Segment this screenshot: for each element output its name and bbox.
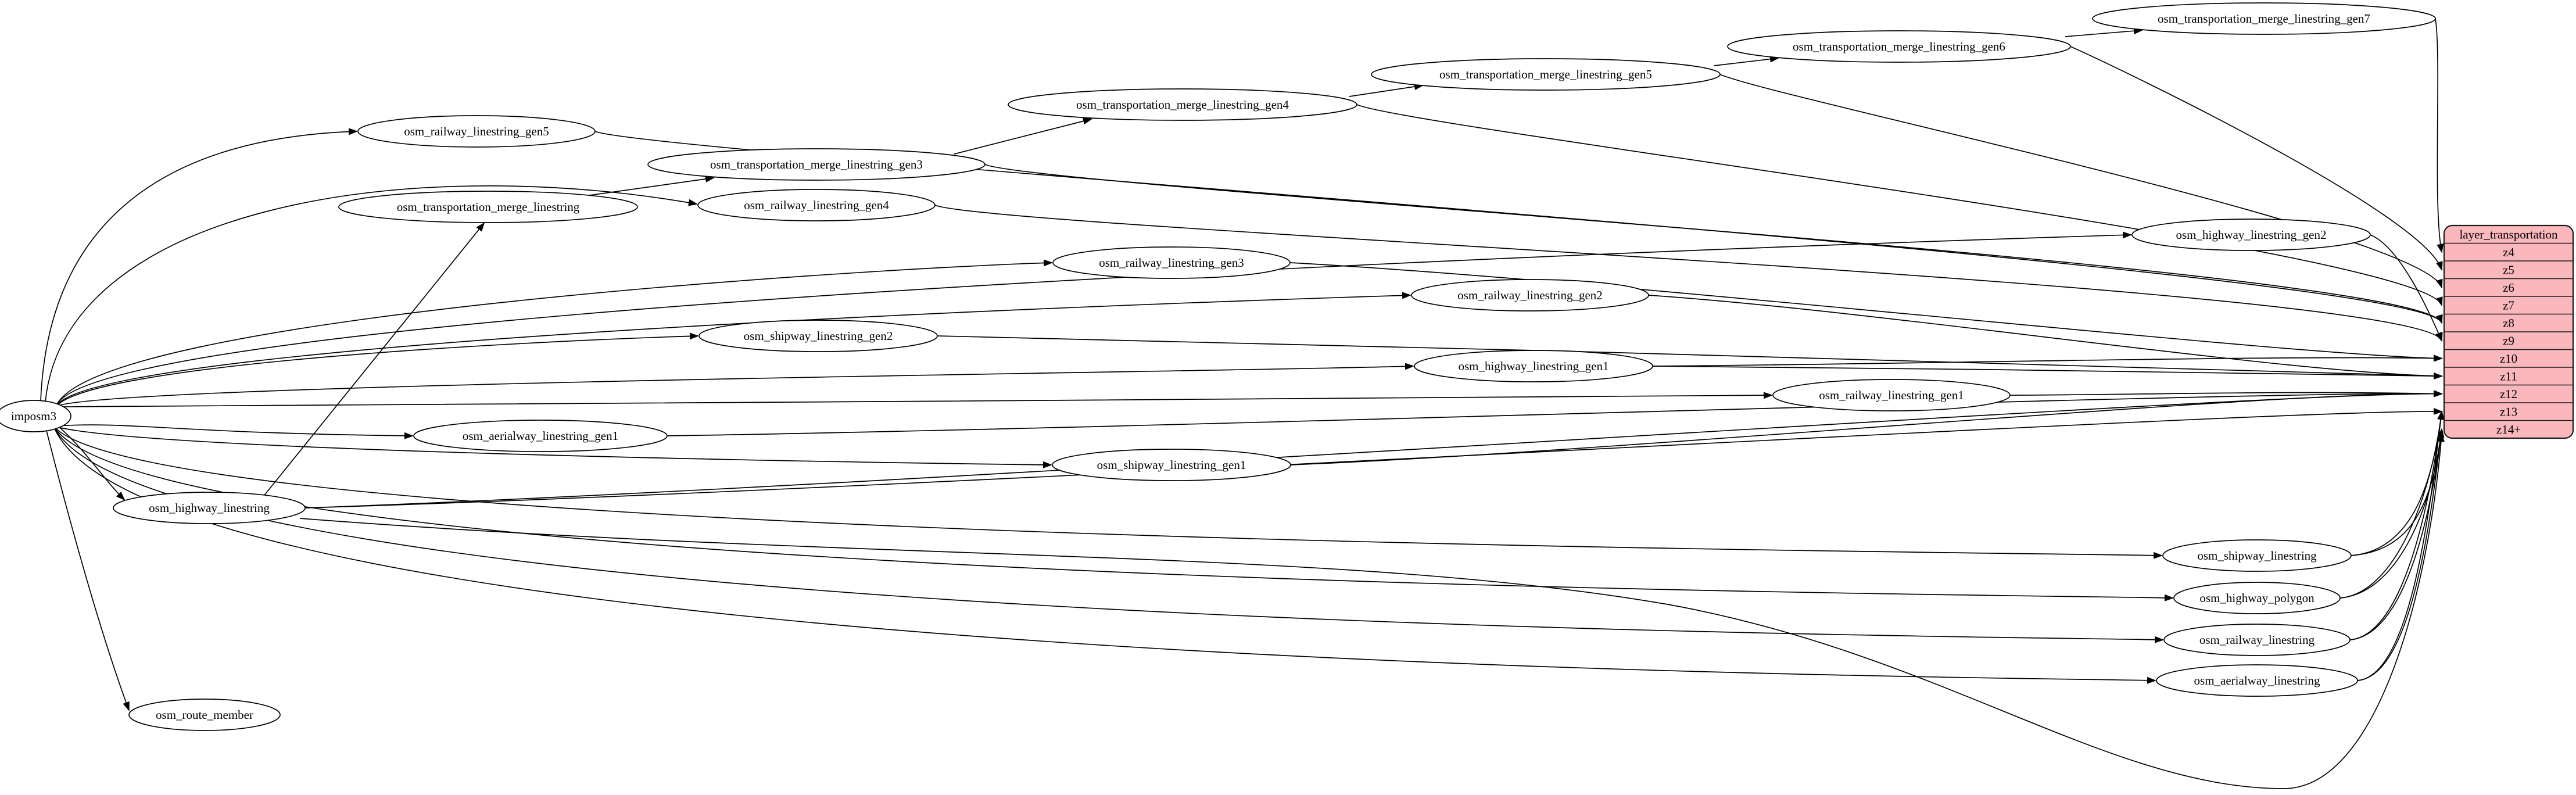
node-osm_shipway_linestring_gen1: [1052, 449, 1291, 481]
edge-osm_railway_linestring_gen2-to-layer_transportation-z11: [1649, 295, 2442, 376]
layer-table: [2444, 225, 2573, 438]
node-osm_transportation_merge_linestring_gen4: [1008, 89, 1357, 120]
edge-osm_transportation_merge_linestring_gen5-to-layer_transportation-z6: [1720, 74, 2442, 288]
table-row-z13: z13: [2499, 404, 2518, 419]
node-label-osm_highway_polygon: osm_highway_polygon: [2199, 591, 2315, 605]
node-label-osm_highway_linestring: osm_highway_linestring: [149, 501, 270, 515]
node-label-osm_highway_linestring_gen2: osm_highway_linestring_gen2: [2176, 228, 2327, 242]
node-osm_transportation_merge_linestring_gen5: [1371, 59, 1720, 90]
edge-osm_railway_linestring-to-layer_transportation-z14+: [2350, 429, 2442, 640]
node-osm_railway_linestring: [2164, 624, 2350, 656]
edge-imposm3-to-osm_highway_linestring_gen1: [56, 366, 1413, 407]
node-osm_railway_linestring_gen5: [358, 116, 595, 147]
table-row-z4: z4: [2503, 245, 2514, 259]
node-label-osm_transportation_merge_linestring_gen4: osm_transportation_merge_linestring_gen4: [1076, 98, 1289, 112]
table-row-z11: z11: [2500, 369, 2517, 384]
edge-imposm3-to-osm_route_member: [46, 431, 129, 710]
node-osm_highway_polygon: [2174, 582, 2340, 614]
edge-imposm3-to-osm_shipway_linestring: [53, 426, 2162, 556]
node-label-osm_railway_linestring_gen1: osm_railway_linestring_gen1: [1819, 388, 1964, 402]
node-osm_shipway_linestring_gen2: [699, 320, 937, 352]
node-osm_highway_linestring: [113, 492, 305, 524]
node-osm_railway_linestring_gen2: [1411, 280, 1649, 311]
node-osm_aerialway_linestring_gen1: [414, 420, 667, 452]
edge-osm_highway_linestring-to-layer_transportation-z14+: [300, 434, 2442, 789]
node-label-osm_railway_linestring_gen3: osm_railway_linestring_gen3: [1099, 256, 1244, 270]
node-label-osm_shipway_linestring: osm_shipway_linestring: [2197, 549, 2317, 563]
node-label-osm_railway_linestring: osm_railway_linestring: [2199, 633, 2315, 647]
node-label-osm_aerialway_linestring_gen1: osm_aerialway_linestring_gen1: [462, 429, 619, 443]
table-row-z8: z8: [2503, 316, 2514, 330]
edge-osm_aerialway_linestring-to-layer_transportation-z14+: [2358, 429, 2442, 681]
node-osm_railway_linestring_gen3: [1053, 247, 1290, 278]
node-osm_highway_linestring_gen2: [2132, 219, 2370, 250]
edge-osm_aerialway_linestring-to-layer_transportation-z13: [2358, 411, 2442, 681]
edge-osm_highway_linestring-to-layer_transportation-z12: [305, 394, 2442, 508]
edge-osm_aerialway_linestring_gen1-to-layer_transportation-z12: [667, 393, 2442, 436]
node-label-imposm3: imposm3: [10, 409, 57, 423]
table-row-z10: z10: [2499, 351, 2518, 366]
node-osm_transportation_merge_linestring_gen6: [1728, 31, 2070, 62]
node-osm_transportation_merge_linestring: [339, 191, 637, 223]
edge-osm_transportation_merge_linestring_gen3-to-osm_transportation_merge_linestring_gen4: [954, 119, 1091, 154]
table-row-z7: z7: [2503, 298, 2514, 313]
node-osm_transportation_merge_linestring_gen3: [648, 149, 985, 180]
table-row-z6: z6: [2503, 280, 2514, 295]
node-label-osm_route_member: osm_route_member: [156, 708, 253, 722]
node-osm_railway_linestring_gen1: [1773, 379, 2010, 411]
table-row-z5: z5: [2503, 263, 2514, 277]
node-label-osm_transportation_merge_linestring_gen5: osm_transportation_merge_linestring_gen5: [1439, 67, 1652, 81]
node-label-osm_transportation_merge_linestring_gen6: osm_transportation_merge_linestring_gen6: [1793, 40, 2005, 53]
node-imposm3: [0, 400, 71, 432]
node-label-osm_railway_linestring_gen4: osm_railway_linestring_gen4: [744, 198, 889, 212]
edge-imposm3-to-osm_railway_linestring_gen1: [56, 395, 1772, 407]
edge-osm_railway_linestring_gen3-to-layer_transportation-z10: [1290, 263, 2442, 359]
table-row-z12: z12: [2499, 386, 2518, 401]
edge-osm_highway_linestring_gen2-to-layer_transportation-z9: [2370, 235, 2442, 341]
node-label-osm_transportation_merge_linestring_gen7: osm_transportation_merge_linestring_gen7: [2158, 12, 2370, 26]
edge-osm_transportation_merge_linestring_gen7-to-layer_transportation-z4: [2435, 19, 2442, 252]
node-label-osm_shipway_linestring_gen1: osm_shipway_linestring_gen1: [1097, 458, 1246, 472]
edge-osm_transportation_merge_linestring_gen5-to-osm_transportation_merge_linestring_gen6: [1714, 58, 1778, 66]
edge-imposm3-to-osm_railway_linestring_gen5: [41, 131, 357, 401]
node-osm_aerialway_linestring: [2156, 665, 2358, 696]
edge-osm_highway_polygon-to-layer_transportation-z14+: [2340, 429, 2442, 598]
node-osm_shipway_linestring: [2163, 540, 2351, 571]
edge-osm_transportation_merge_linestring_gen6-to-osm_transportation_merge_linestring_gen7: [2065, 30, 2142, 37]
node-osm_railway_linestring_gen4: [698, 189, 935, 221]
table-header: layer_transportation: [2459, 227, 2558, 242]
node-label-osm_transportation_merge_linestring_gen3: osm_transportation_merge_linestring_gen3: [710, 157, 923, 171]
edge-osm_shipway_linestring-to-layer_transportation-z13: [2351, 411, 2442, 556]
table-row-z14+: z14+: [2496, 422, 2521, 436]
node-label-osm_railway_linestring_gen5: osm_railway_linestring_gen5: [404, 124, 549, 138]
edge-osm_transportation_merge_linestring_gen4-to-layer_transportation-z7: [1357, 105, 2442, 305]
edge-osm_transportation_merge_linestring_gen4-to-osm_transportation_merge_linestring_gen5: [1349, 85, 1423, 96]
edge-osm_transportation_merge_linestring-to-osm_transportation_merge_linestring_gen3: [586, 178, 714, 196]
node-osm_highway_linestring_gen1: [1414, 350, 1653, 382]
table-row-z9: z9: [2503, 334, 2514, 348]
edge-osm_highway_linestring_gen1-to-layer_transportation-z11: [1653, 366, 2442, 376]
node-label-osm_transportation_merge_linestring: osm_transportation_merge_linestring: [396, 200, 580, 214]
node-osm_route_member: [129, 699, 280, 730]
edge-imposm3-to-osm_railway_linestring_gen2: [56, 295, 1410, 407]
node-label-osm_highway_linestring_gen1: osm_highway_linestring_gen1: [1458, 359, 1609, 373]
node-label-osm_railway_linestring_gen2: osm_railway_linestring_gen2: [1457, 288, 1603, 302]
node-osm_transportation_merge_linestring_gen7: [2093, 3, 2435, 34]
node-label-osm_shipway_linestring_gen2: osm_shipway_linestring_gen2: [743, 329, 893, 343]
node-label-osm_aerialway_linestring: osm_aerialway_linestring: [2194, 674, 2320, 687]
nodes-layer: [0, 3, 2435, 730]
